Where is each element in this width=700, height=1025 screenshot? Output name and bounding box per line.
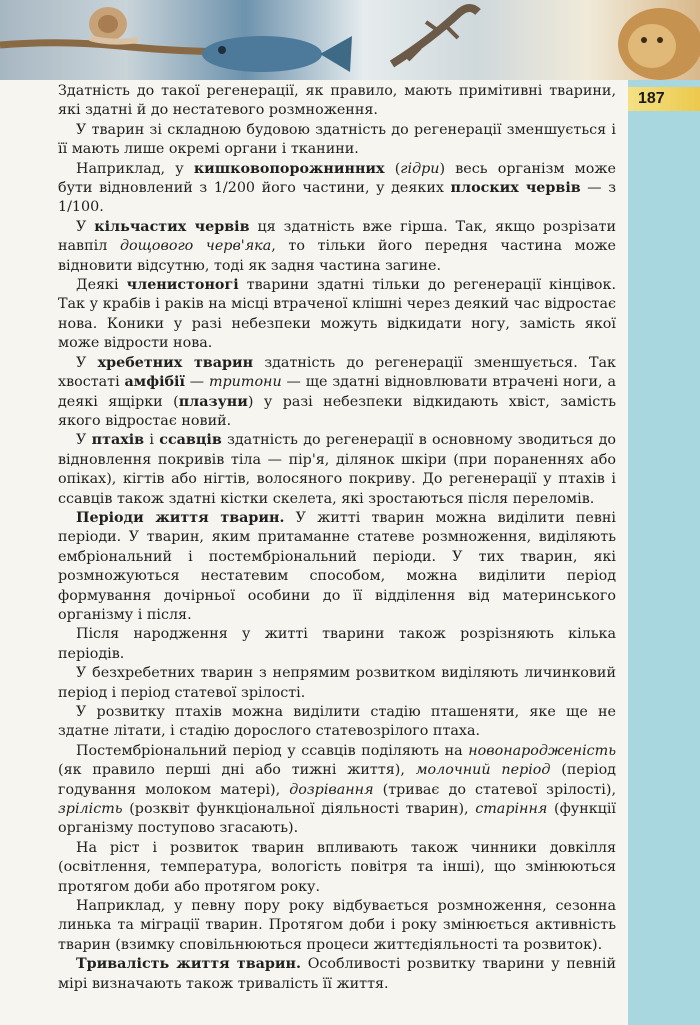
paragraph bbox=[58, 897, 616, 955]
text-run: здатність до регенерації в основному зводиться до відновлення покривів тіла — пір'я, ділянок шкіри (при пораненнях або опіках), кігтів або нігтів, волосяного покриву. До регенерації у птахів і ссавців також здатні кістки скелета, які зростаються після переломів. bbox=[58, 432, 616, 507]
lion-face-shape bbox=[628, 24, 676, 68]
paragraph bbox=[58, 839, 616, 897]
text-run: У тварин зі складною будовою здатність до регенерації зменшується і її мають лише окремі органи і тканини. bbox=[58, 121, 616, 158]
text-run: На ріст і розвиток тварин впливають також чинники довкілля (освітлення, температура, вологість повітря та інші), що змінюються протягом доби або протягом року. bbox=[58, 839, 616, 895]
italic-term: молочний період bbox=[415, 762, 551, 779]
italic-term: старіння bbox=[475, 801, 548, 818]
fish-body-shape bbox=[202, 36, 322, 72]
bold-term: кишковопорожнинних bbox=[193, 160, 385, 177]
side-margin-strip bbox=[628, 80, 700, 1025]
text-run: (як правило перші дні або тижні життя), bbox=[58, 762, 416, 779]
paragraph bbox=[58, 431, 616, 509]
paragraph bbox=[58, 664, 616, 703]
bold-term: хребетних тварин bbox=[97, 354, 254, 371]
text-run: У bbox=[76, 432, 92, 449]
text-run: У розвитку птахів можна виділити стадію пташеняти, яке ще не здатне літати, і стадію дорослого статевозрілого птаха. bbox=[58, 704, 616, 740]
text-run: — ще здатні відновлювати втрачені ноги, а деякі ящірки ( bbox=[58, 374, 616, 410]
text-run: Особливості розвитку тварини у певній мірі визначають також тривалість її життя. bbox=[58, 956, 616, 992]
paragraph bbox=[58, 160, 616, 218]
bold-term: плазуни bbox=[178, 393, 248, 410]
text-run: У bbox=[76, 354, 98, 371]
text-run: У житті тварин можна виділити певні періоди. У тварин, яким притаманне статеве розмноження, виділяють ембріональний і постембріональний періоди. У тих тварин, які розмножуються нестатевим способом, можна виділити період формування дочірньої особини до її відділення від материнського організму і після. bbox=[58, 509, 616, 623]
bold-term: Тривалість життя тварин. bbox=[76, 956, 301, 973]
italic-term: дозрівання bbox=[289, 781, 374, 798]
bold-term: ссавців bbox=[159, 432, 222, 449]
paragraph bbox=[58, 82, 616, 121]
paragraph bbox=[58, 509, 616, 625]
paragraph bbox=[58, 742, 616, 839]
text-run: тварини здатні тільки до регенерації кінцівок. Так у крабів і раків на місці втраченої клішні через деякий час відростає нова. Коники у разі небезпеки можуть відкидати ногу, замість якої може відрости нова. bbox=[58, 277, 616, 352]
text-run: ( bbox=[384, 160, 401, 177]
text-run: і bbox=[144, 432, 160, 449]
fish-eye-shape bbox=[218, 46, 226, 54]
fish-tail-shape bbox=[320, 36, 352, 72]
paragraph bbox=[58, 121, 616, 160]
text-run: ) у разі небезпеки відкидають хвіст, замість якого відростає новий. bbox=[58, 393, 616, 429]
text-run: У bbox=[76, 218, 95, 235]
italic-term: зрілість bbox=[58, 801, 123, 818]
text-run: Наприклад, у bbox=[76, 160, 194, 177]
paragraph bbox=[58, 625, 616, 664]
text-run: (період годування молоком матері), bbox=[58, 762, 616, 798]
text-run: (функції організму поступово згасають). bbox=[58, 801, 617, 837]
text-run: Постембріональний період у ссавців поділяють на bbox=[76, 742, 469, 759]
italic-term: дощового черв'яка bbox=[119, 238, 272, 255]
bold-term: птахів bbox=[91, 432, 145, 449]
text-run: (розквіт функціональної діяльності тварин), bbox=[122, 801, 476, 818]
text-run: Здатність до такої регенерації, як правило, мають примітивні тварини, які здатні й до нестатевого розмноження. bbox=[58, 83, 616, 119]
italic-term: гідри bbox=[400, 160, 440, 177]
text-run: — bbox=[184, 374, 209, 391]
text-run: Після народження у житті тварини також розрізняють кілька періодів. bbox=[58, 626, 616, 662]
italic-term: новонародженість bbox=[468, 742, 616, 759]
bold-term: Періоди життя тварин. bbox=[76, 509, 285, 526]
bold-term: амфібії bbox=[124, 374, 185, 391]
lizard-legs-shape bbox=[408, 22, 458, 60]
italic-term: тритони bbox=[208, 374, 282, 391]
page-number: 187 bbox=[628, 87, 700, 111]
lizard-body-shape bbox=[392, 8, 478, 64]
lion-eye-shape bbox=[657, 37, 663, 43]
paragraph bbox=[58, 955, 616, 994]
snail-shell-spiral-shape bbox=[98, 15, 118, 33]
main-text-body bbox=[58, 82, 616, 994]
header-banner bbox=[0, 0, 700, 80]
paragraph bbox=[58, 354, 616, 432]
paragraph bbox=[58, 276, 616, 354]
paragraph bbox=[58, 703, 616, 742]
text-run: Наприклад, у певну пору року відбувається розмноження, сезонна линька та міграції тварин. Протягом доби і року змінюється активність тварин (взимку сповільнюються процеси життєдіяльності та розвиток). bbox=[58, 898, 616, 953]
paragraph bbox=[58, 218, 616, 276]
text-run: (триває до статевої зрілості), bbox=[373, 781, 616, 798]
bold-term: плоских червів bbox=[450, 180, 581, 197]
text-run: Деякі bbox=[76, 277, 127, 294]
header-animals-illustration bbox=[0, 0, 700, 80]
text-run: — з 1/100. bbox=[58, 180, 616, 216]
text-run: , то тільки його передня частина може відновити відсутню, тоді як задня частина загине. bbox=[58, 238, 616, 274]
bold-term: членистоногі bbox=[126, 277, 239, 294]
text-run: У безхребетних тварин з непрямим розвитком виділяють личинковий період і період статевої зрілості. bbox=[58, 665, 616, 701]
text-run: ) весь організм може бути відновлений з 1/200 його частини, у деяких bbox=[58, 160, 617, 197]
bold-term: кільчастих червів bbox=[94, 218, 250, 235]
text-run: ця здатність вже гірша. Так, якщо розрізати навпіл bbox=[58, 218, 616, 255]
text-run: здатність до регенерації зменшується. Так хвостаті bbox=[58, 354, 616, 391]
lion-eye-shape bbox=[641, 37, 647, 43]
